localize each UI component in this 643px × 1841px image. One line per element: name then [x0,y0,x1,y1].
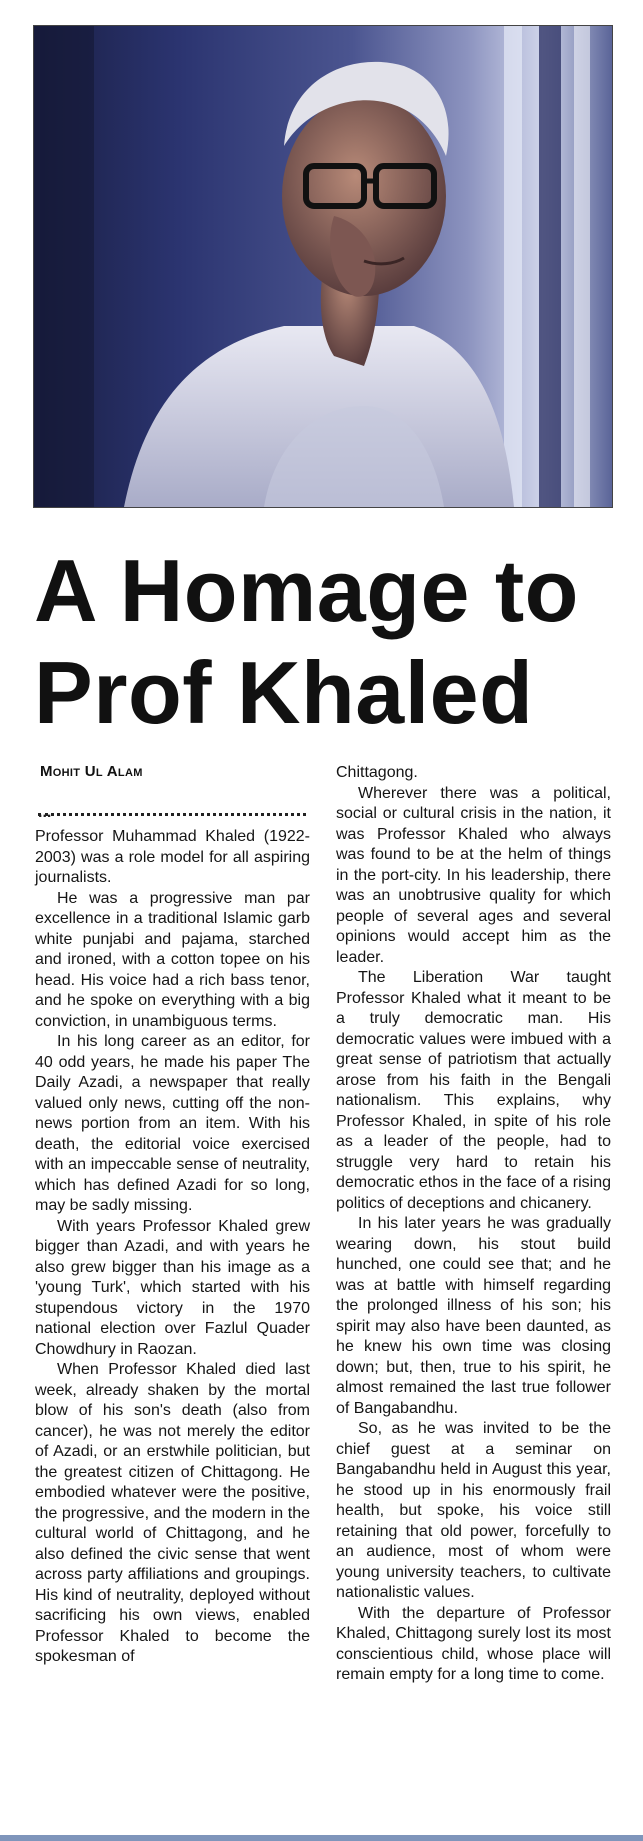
paragraph: He was a progressive man par excellence in a traditional Islamic garb white punjabi and pajama, starched and ironed, with a cotton topee on his head. His voice had a rich bass tenor, and he spoke on everything with a big conviction, in unambiguous terms. [35,889,310,1030]
portrait-illustration [34,26,612,507]
byline: Mohit Ul Alam [40,763,143,780]
paragraph: The Liberation War taught Professor Khaled what it meant to be a truly democratic man. His democratic values were imbued with a great sense of patriotism that actually arose from his faith in the Bengali nationalism. This explains, why Professor Khaled, in spite of his role as a leader of the people, had to struggle very hard to retain his democratic ethos in the face of a rising politics of deceptions and chicanery. [336,969,611,1212]
headline-line-1: A Homage to [34,541,579,640]
paragraph: With years Professor Khaled grew bigger than Azadi, and with years he also grew bigger than his image as a 'young Turk', which started with his stupendous victory in the 1970 national election over Fazlul Quader Chowdhury in Raozan. [35,1217,310,1358]
dotted-separator-end: ... [38,804,52,821]
paragraph: So, as he was invited to be the chief guest at a seminar on Bangabandhu held in August this year, he stood up in his enormously frail health, but spoke, his voice still retaining that old power, forcefully to an audience, most of whom were young university teachers, to cultivate nationalistic values. [336,1420,611,1601]
portrait-photo [33,25,613,508]
paragraph: In his later years he was gradually wearing down, his stout build hunched, one could see that; and he was at battle with himself regarding the prolonged illness of his son; his spirit may also have been daunted, as he knew his own time was closing down; but, then, true to his spirit, he almost remained the last true follower of Bangabandhu. [336,1215,611,1417]
paragraph: Wherever there was a political, social or cultural crisis in the nation, it was Professor Khaled who always was found to be at the helm of things in the port-city. In his leadership, there was an unobtrusive quality for which people of several ages and several opinions would accept him as the leader. [336,784,611,966]
paragraph: With the departure of Professor Khaled, Chittagong surely lost its most conscientious child, whose place will remain empty for a long time to come. [336,1604,611,1683]
headline-line-2: Prof Khaled [34,643,534,742]
body-column-left [35,827,310,1668]
dotted-separator [38,792,306,816]
paragraph: In his long career as an editor, for 40 odd years, he made his paper The Daily Azadi, a newspaper that really valued only news, cutting off the non-news portion from an item. With his death, the editorial voice exercised with an impeccable sense of neutrality, which has defined Azadi for so long, may be sadly missing. [35,1033,310,1214]
body-column-right [336,763,611,1686]
article-headline [34,540,614,744]
paragraph-continuation: Chittagong. [336,764,418,781]
paragraph: When Professor Khaled died last week, already shaken by the mortal blow of his son's death (also from cancer), he was not merely the editor of Azadi, or an erstwhile politician, but the greatest citizen of Chittagong. He embodied whatever were the positive, the progressive, and the modern in the cultural world of Chittagong, and he also defined the civic sense that went across party affiliations and groupings. His kind of neutrality, deployed without sacrificing his own views, enabled Professor Khaled to become the spokesman of [35,1361,310,1665]
paragraph: Professor Muhammad Khaled (1922-2003) was a role model for all aspiring journalists. [35,828,310,886]
bottom-rule [0,1835,643,1841]
